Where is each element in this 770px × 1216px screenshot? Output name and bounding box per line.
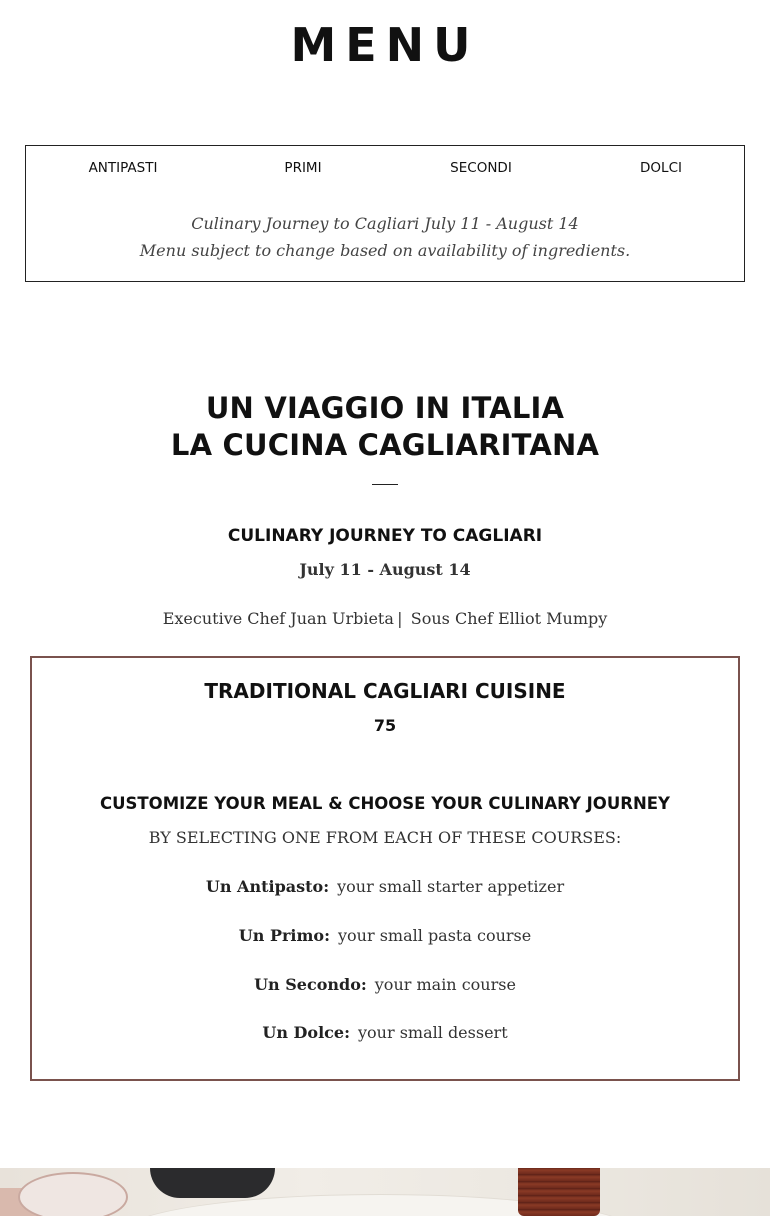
tab-secondi[interactable]: SECONDI — [450, 160, 512, 176]
course-description: your small pasta course — [337, 926, 532, 945]
course-item — [32, 975, 738, 994]
photo-red-glass — [518, 1168, 600, 1216]
photo-menu-card — [18, 1172, 128, 1216]
menu-tabs-panel — [25, 145, 745, 282]
menu-tabs — [26, 160, 744, 180]
course-name: Un Dolce: — [262, 1023, 350, 1042]
availability-note: Menu subject to change based on availability of ingredients. — [139, 241, 631, 260]
tab-dolci[interactable]: DOLCI — [640, 160, 682, 176]
course-description: your small starter appetizer — [337, 877, 565, 896]
course-item — [32, 1023, 738, 1042]
event-title: CULINARY JOURNEY TO CAGLIARI — [227, 526, 543, 546]
customize-heading: CUSTOMIZE YOUR MEAL & CHOOSE YOUR CULINARY JOURNEY — [100, 794, 670, 813]
course-description: your main course — [374, 975, 516, 994]
course-item — [32, 877, 738, 896]
headline-line-2: LA CUCINA CAGLIARITANA — [170, 428, 600, 462]
headline-line-1: UN VIAGGIO IN ITALIA — [205, 391, 565, 425]
chef-credits: Executive Chef Juan Urbieta | Sous Chef Elliot Mumpy — [162, 609, 608, 628]
course-name: Un Antipasto: — [205, 877, 330, 896]
course-name: Un Secondo: — [254, 975, 367, 994]
page-title: MENU — [290, 18, 480, 72]
menu-price: 75 — [373, 716, 397, 735]
tab-primi[interactable]: PRIMI — [284, 160, 322, 176]
course-menu-box — [30, 656, 740, 1081]
course-name: Un Primo: — [238, 926, 330, 945]
journey-note: Culinary Journey to Cagliari July 11 - August 14 — [191, 214, 579, 233]
course-description: your small dessert — [357, 1023, 508, 1042]
course-item — [32, 926, 738, 945]
event-dates: July 11 - August 14 — [299, 560, 471, 579]
cuisine-title: TRADITIONAL CAGLIARI CUISINE — [204, 679, 566, 703]
photo-dark-bottle — [150, 1168, 275, 1198]
tab-antipasti[interactable]: ANTIPASTI — [88, 160, 158, 176]
food-photo — [0, 1168, 770, 1216]
selection-instructions: BY SELECTING ONE FROM EACH OF THESE COURSES: — [148, 828, 622, 847]
section-divider — [372, 484, 398, 485]
